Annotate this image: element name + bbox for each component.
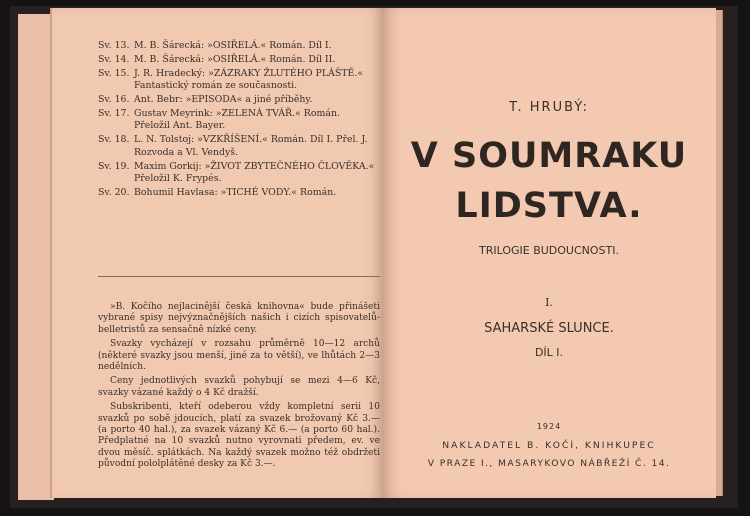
series-item bbox=[98, 54, 378, 66]
series-item bbox=[98, 161, 378, 186]
part-number: I. bbox=[545, 296, 553, 309]
note-paragraph: »B. Kočího nejlacinější česká knihovna« bude přinášeti vybrané spisy nejvýznačnějších našich i cizích spisovatelů-belletristů za sensačně nízké ceny. bbox=[98, 302, 380, 335]
publisher-line-2: V PRAZE I., MASARYKOVO NÁBŘEŽÍ Č. 14. bbox=[427, 458, 671, 469]
series-item bbox=[98, 108, 378, 133]
series-number: Sv. 20. bbox=[98, 186, 130, 198]
series-entry: M. B. Šárecká: »OSIŘELÁ.« Román. Díl I. bbox=[134, 40, 332, 51]
subtitle: TRILOGIE BUDOUCNOSTI. bbox=[478, 244, 619, 257]
series-number: Sv. 16. bbox=[98, 94, 130, 106]
series-entry: M. B. Šárecká: »OSIŘELÁ.« Román. Díl II. bbox=[134, 53, 336, 65]
series-item bbox=[98, 68, 378, 93]
series-number: Sv. 19. bbox=[98, 160, 130, 172]
series-number: Sv. 18. bbox=[98, 134, 130, 146]
title-page bbox=[382, 8, 716, 498]
publication-year: 1924 bbox=[536, 422, 562, 431]
series-number: Sv. 17. bbox=[98, 108, 130, 120]
series-entry: Ant. Bebr: »EPISODA« a jiné příběhy. bbox=[134, 94, 313, 106]
author: T. HRUBÝ: bbox=[509, 100, 589, 115]
series-entry: Bohumil Havlasa: »TICHÉ VODY.« Román. bbox=[134, 186, 337, 198]
series-number: Sv. 14. bbox=[98, 53, 130, 65]
part-title: SAHARSKÉ SLUNCE. bbox=[484, 321, 614, 336]
series-number: Sv. 15. bbox=[98, 67, 130, 79]
volume-label: DÍL I. bbox=[534, 346, 564, 359]
series-item bbox=[98, 94, 378, 106]
note-paragraph: Ceny jednotlivých svazků pohybují se mezi 4—6 Kč, svazky vázané každý o 4 Kč dražší. bbox=[98, 376, 380, 398]
series-number: Sv. 13. bbox=[98, 40, 130, 51]
series-entry: L. N. Tolstoj: »VZKŘÍŠENÍ.« Román. Díl I. Přel. J. Rozvoda a Vl. Vendyš. bbox=[134, 134, 368, 158]
title-line-1: V SOUMRAKU bbox=[410, 136, 688, 176]
series-notes bbox=[98, 302, 380, 474]
series-item bbox=[98, 187, 378, 199]
series-entry: Maxim Gorkij: »ŽIVOT ZBYTEČNÉHO ČLOVĚKA.« Přeložil K. Frypés. bbox=[134, 160, 375, 185]
series-item bbox=[98, 40, 378, 52]
divider-rule bbox=[98, 276, 380, 277]
note-paragraph: Svazky vycházejí v rozsahu průměrně 10—12 archů (některé svazky jsou menší, jiné za to větší), ve lhůtách 2—3 nedělních. bbox=[98, 339, 380, 373]
endpaper-edge bbox=[18, 14, 54, 500]
page-stack-edge bbox=[716, 10, 723, 496]
series-item bbox=[98, 134, 378, 159]
left-page bbox=[50, 8, 382, 498]
series-entry: J. R. Hradecký: »ZÁZRAKY ŽLUTÉHO PLÁŠTĚ.« Fantastický román ze současnosti. bbox=[134, 67, 364, 92]
note-paragraph: Subskribenti, kteří odeberou vždy kompletní serii 10 svazků po sobě jdoucích, platí za svazek brožovaný Kč 3.— (a porto 40 hal.), za svazek vázaný Kč 6.— (a porto 60 hal.). Předplatné na 10 svazků nutno vyrovnati předem, ev. ve dvou měsíč. splátkách. Na každý svazek možno též obdržeti původní pololplátěné desky za Kč 3.—. bbox=[98, 402, 380, 470]
publisher-line-1: NAKLADATEL B. KOČÍ, KNIHKUPEC bbox=[442, 440, 656, 451]
series-entry: Gustav Meyrink: »ZELENÁ TVÁŘ.« Román. Přeložil Ant. Bayer. bbox=[134, 108, 340, 132]
series-list bbox=[98, 40, 378, 201]
title-line-2: LIDSTVA. bbox=[455, 186, 643, 226]
